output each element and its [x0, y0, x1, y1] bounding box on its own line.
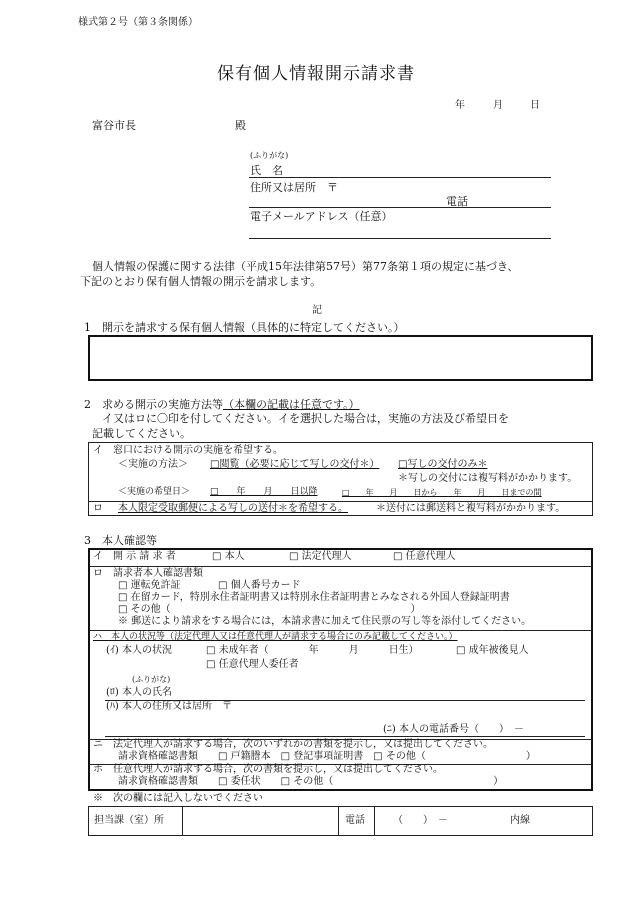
- table-divider: [338, 806, 339, 836]
- office-use-note: ※ 次の欄には記入しないでください: [93, 793, 263, 804]
- requester-type-self[interactable]: □ 本人: [212, 551, 245, 562]
- addressee: 富谷市長: [92, 119, 136, 132]
- id-doc-other[interactable]: □ その他（ ）: [118, 604, 421, 615]
- legal-agent-instruction: ニ 法定代理人が請求する場合，次のいずれかの書類を提示し，又は提出してください。: [93, 739, 493, 750]
- row-divider: [89, 566, 592, 567]
- date-month: 月: [493, 100, 503, 111]
- email-line[interactable]: [249, 238, 551, 239]
- principal-furigana-label: (ふりがな): [132, 675, 171, 684]
- date-option-range[interactable]: □ 年 月 日から 年 月 日までの間: [342, 488, 542, 497]
- method-label: ＜実施の方法＞: [118, 459, 188, 470]
- date-label: ＜実施の希望日＞: [118, 487, 191, 497]
- row-divider: [89, 630, 592, 631]
- ki-label: 記: [312, 305, 322, 316]
- status-voluntary-principal[interactable]: □ 任意代理人委任者: [206, 659, 299, 670]
- principal-status-heading: ハ 本人の状況等（法定代理人又は任意代理人が請求する場合にのみ記載してください。）: [93, 632, 458, 642]
- intro-line1: 個人情報の保護に関する法律（平成15年法律第57号）第77条第１項の規定に基づき、: [92, 260, 519, 273]
- section2-instruction-1: イ又はロに〇印を付してください。イを選択した場合は，実施の方法及び希望日を: [102, 412, 509, 425]
- form-number: 様式第２号（第３条関係）: [78, 17, 198, 28]
- dept-label: 担当課（室）所: [94, 815, 164, 826]
- dept-field[interactable]: [183, 807, 338, 835]
- table-divider: [374, 806, 375, 836]
- method-option-view[interactable]: □閲覧（必要に応じて写しの交付＊）: [210, 459, 380, 470]
- option-ro-prefix: ロ: [93, 503, 103, 514]
- address-label: 住所又は居所 〒: [250, 181, 338, 194]
- copy-fee-note: ＊写しの交付には複写料がかかります。: [398, 473, 578, 484]
- name-label: 氏 名: [250, 164, 283, 177]
- legal-agent-docs[interactable]: 請求資格確認書類 □ 戸籍謄本 □ 登記事項証明書 □ その他（ ）: [118, 751, 536, 762]
- date-year: 年: [455, 100, 465, 111]
- email-label: 電子メールアドレス（任意）: [250, 210, 393, 223]
- mail-fee-note: ＊送付には郵送料と複写料がかかります。: [376, 503, 566, 514]
- requester-type-label: イ 開 示 請 求 者: [93, 551, 176, 562]
- intro-line2: 下記のとおり保有個人情報の開示を請求します。: [80, 275, 322, 288]
- name-line[interactable]: [249, 177, 551, 178]
- phone-label: 電話: [446, 195, 468, 208]
- section2-divider: [88, 501, 593, 502]
- status-adult-ward[interactable]: □ 成年被後見人: [456, 645, 529, 656]
- status-minor[interactable]: □ 未成年者（ 年 月 日生）: [206, 645, 419, 656]
- requested-info-field[interactable]: [88, 335, 593, 381]
- principal-name-label: (ﾛ) 本人の氏名: [106, 687, 172, 698]
- id-docs-label: ロ 請求者本人確認書類: [93, 568, 203, 579]
- method-option-copy[interactable]: □写しの交付のみ＊: [398, 459, 488, 470]
- date-day: 日: [530, 100, 540, 111]
- mail-request-note: ※ 郵送により請求をする場合には，本請求書に加えて住民票の写し等を添付してください。: [118, 616, 532, 627]
- extension-label: 内線: [510, 815, 530, 826]
- principal-address-label: (ﾊ) 本人の住所又は居所 〒: [106, 701, 232, 712]
- requester-type-voluntary-agent[interactable]: □ 任意代理人: [393, 551, 456, 562]
- id-doc-mynumber[interactable]: □ 個人番号カード: [218, 580, 301, 591]
- principal-status-label: (ｲ) 本人の状況: [106, 645, 172, 656]
- page-title: 保有個人情報開示請求書: [217, 64, 415, 84]
- honorific: 殿: [235, 119, 246, 132]
- id-doc-license[interactable]: □ 運転免許証: [118, 580, 181, 591]
- section2-heading: 2 求める開示の実施方法等（本欄の記載は任意です。）: [84, 398, 360, 411]
- furigana-label: (ふりがな): [250, 151, 289, 160]
- office-phone-label: 電話: [345, 815, 365, 826]
- id-doc-residence-card[interactable]: □ 在留カード，特別永住者証明書又は特別永住者証明書とみなされる外国人登録証明書: [118, 592, 510, 603]
- requester-type-legal-agent[interactable]: □ 法定代理人: [289, 551, 352, 562]
- option-ro-label[interactable]: 本人限定受取郵便による写しの送付＊を希望する。: [118, 503, 348, 514]
- voluntary-agent-docs[interactable]: 請求資格確認書類 □ 委任状 □ その他（ ）: [118, 776, 504, 787]
- section2-instruction-2: 記載してください。: [92, 427, 191, 440]
- option-i-label[interactable]: イ 窓口における開示の実施を希望する。: [93, 445, 283, 456]
- date-option-after[interactable]: □ 年 月 日以降: [210, 487, 318, 497]
- address-line[interactable]: [249, 207, 551, 208]
- section3-heading: 3 本人確認等: [84, 534, 157, 547]
- principal-phone-label: (ﾆ) 本人の電話番号（ ） －: [383, 724, 524, 735]
- section1-heading: 1 開示を請求する保有個人情報（具体的に特定してください。）: [84, 321, 405, 334]
- voluntary-agent-instruction: ホ 任意代理人が請求する場合，次の書類を提示し，又は提出してください。: [93, 764, 443, 775]
- office-phone-field[interactable]: （ ） －: [393, 815, 448, 826]
- principal-address-line[interactable]: [105, 736, 585, 737]
